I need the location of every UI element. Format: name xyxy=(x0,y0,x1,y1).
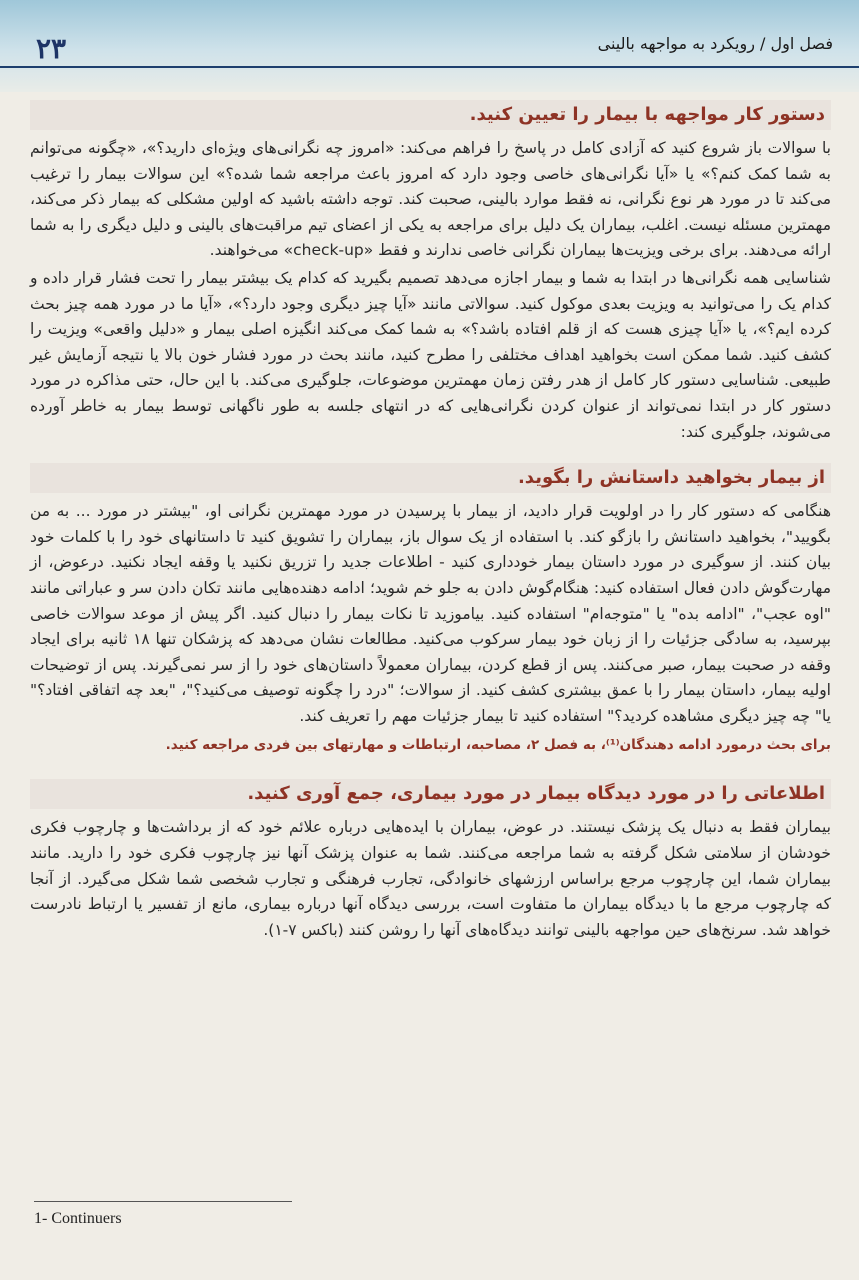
footnote: 1- Continuers xyxy=(34,1210,122,1227)
paragraph-patient-story: هنگامی که دستور کار را در اولویت قرار دادید، از بیمار با پرسیدن در مورد مهمترین نگرانی او، "بیشتر در مورد ... به من بگویید"، بخواهید داستانش را بازگو کند. با استفاده از یک سوال باز، بیماران را تشویق کنید تا داستانهای خود را با کلمات خود بیان کنند. از سوگیری در مورد داستان بیمار خودداری کنید - اطلاعات جدید را تزریق نکنید یا وقفه ایجاد نکنید. درعوض، از مهارت‌گوش دادن فعال استفاده کنید: هنگام‌گوش دادن به جلو خم شوید؛ ادامه دهنده‌هایی مانند تکان دادن سر و عباراتی مانند "اوه عجب"، "ادامه بده" یا "متوجه‌ام" استفاده کنید. بیاموزید تا نکات بیمار را دنبال کنید. اگر پیش از موعد سوالات خاصی بپرسید، به سادگی جزئیات را از زبان خود بیمار سرکوب می‌کنید. مطالعات نشان می‌دهد که پزشکان تنها ۱۸ ثانیه برای ایجاد وقفه در صحبت بیمار، صبر می‌کنند. پس از قطع کردن، بیماران معمولاً داستان‌های خود را از سر نمی‌گیرند. پس از توضیحات اولیه بیمار، داستان بیمار را با عمق بیشتری کشف کنید. از سوالات؛ "درد را چگونه توصیف می‌کنید؟"، "بعد چه اتفاقی افتاد؟" یا" چه چیز دیگری مشاهده کردید؟" استفاده کنید تا بیمار جزئیات مهم را تعریف کند. xyxy=(30,502,831,725)
section-title-patient-perspective: اطلاعاتی را در مورد دیدگاه بیمار در مورد بیماری، جمع آوری کنید. xyxy=(30,779,831,809)
footnote-rule xyxy=(34,1201,292,1202)
header-rule xyxy=(0,66,859,68)
page-body xyxy=(30,92,831,943)
running-head: فصل اول / رویکرد به مواجهه بالینی xyxy=(597,34,833,53)
section-title-agenda: دستور کار مواجهه با بیمار را تعیین کنید. xyxy=(30,100,831,130)
paragraph-patient-perspective: بیماران فقط به دنبال یک پزشک نیستند. در عوض، بیماران با ایده‌هایی درباره علائم خود که از برداشت‌ها و چارچوب فکری خودشان از سلامتی شکل گرفته به شما مراجعه می‌کنند. شما به عنوان پزشک آنها نیز چارچوب فکری خود را دارید. مانند بیماران شما، این چارچوب مرجع براساس ارزشهای خانوادگی، تجارب فرهنگی و تجارب شخصی شما شکل می‌گیرد. از آنجا که چارچوب مرجع ما با دیدگاه بیماران ما متفاوت است، بررسی دیدگاه آنها درباره بیماری، مانع از تفسیر یا ارتباط نادرست خواهد شد. سرنخ‌های حین مواجهه بالینی توانند دیدگاه‌های آنها را روشن کنند (باکس ۷-۱). xyxy=(30,818,831,939)
paragraph-identify-concerns: شناسایی همه نگرانی‌ها در ابتدا به شما و بیمار اجازه می‌دهد تصمیم بگیرید که کدام یک بیشتر بیمار را تحت فشار قرار داده و کدام یک را می‌توانید به ویزیت بعدی موکول کنید. سوالاتی مانند «آیا چیز دیگری وجود دارد؟»، «آیا ما در مورد همه چیز بحث کرده ایم؟»، یا «آیا چیزی هست که از قلم افتاده باشد؟» به شما کمک می‌کند انگیزه اصلی بیمار و «دلیل واقعی» ویزیت را کشف کنید. شما ممکن است بخواهید اهداف مختلفی را مطرح کنید، مانند بحث در مورد فشار خون بالا یا نتیجه آزمایش غیر طبیعی. شناسایی دستور کار کامل از هدر رفتن زمان مهمترین موضوعات، جلوگیری می‌کند. با این حال، حتی مذاکره در مورد دستور کار در ابتدا نمی‌تواند از عنوان کردن نگرانی‌هایی که در انتهای جلسه به طور ناگهانی توسط بیمار به خاطر آورده می‌شوند، جلوگیری کند: xyxy=(30,268,831,441)
section-title-patient-story: از بیمار بخواهید داستانش را بگوید. xyxy=(30,463,831,493)
page-number: ۲۳ xyxy=(36,32,67,65)
paragraph-open-questions: با سوالات باز شروع کنید که آزادی کامل در پاسخ را فراهم می‌کند: «امروز چه نگرانی‌های ویژه‌ای دارید؟»، «چگونه می‌توانم به شما کمک کنم؟» یا «آیا نگرانی‌های خاصی وجود دارد که امروز باعث مراجعه شما شده؟» این سوالات بیمار را ترغیب می‌کند تا در مورد هر نوع نگرانی، نه فقط موارد بالینی، صحبت کند. توجه داشته باشید که اولین مشکلی که بیمار ذکر می‌کند، مهمترین مسئله نیست. اغلب، بیماران یک دلیل برای مراجعه به یکی از اعضای تیم مراقبت‌های بالینی و دلیل دیگری را به شما ارائه می‌دهند. برای برخی ویزیت‌ها بیماران نگرانی خاصی ندارند و فقط «check-up» می‌خواهند. xyxy=(30,139,831,260)
reference-note: برای بحث درمورد ادامه دهندگان⁽¹⁾، به فصل ۲، مصاحبه، ارتباطات و مهارتهای بین فردی مراجعه کنید. xyxy=(165,737,831,754)
